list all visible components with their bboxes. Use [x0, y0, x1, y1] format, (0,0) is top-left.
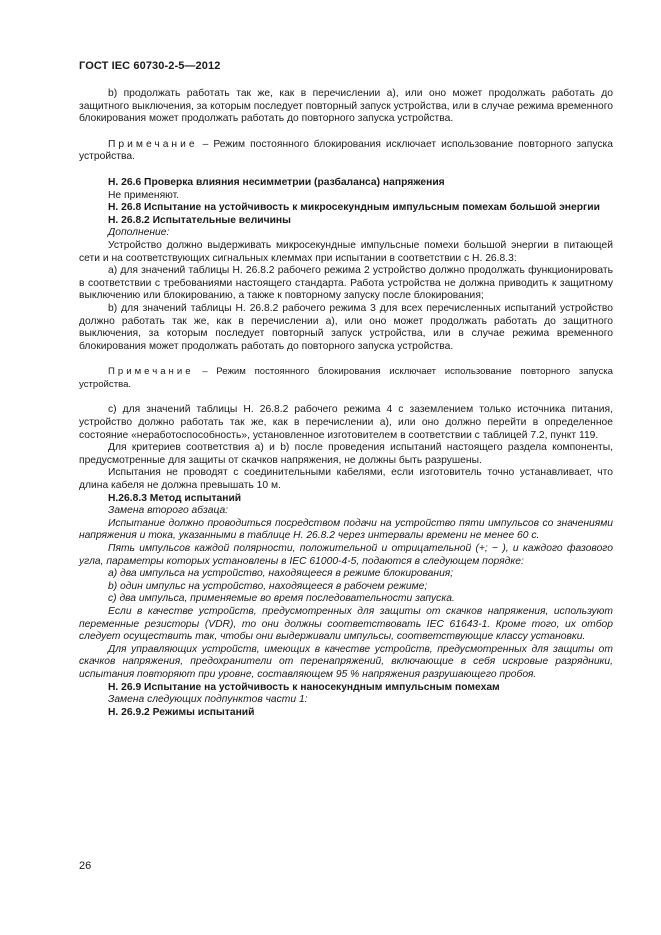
note-2-text: – Режим постоянного блокирования исключает использование повторного запуска устройства. — [79, 366, 613, 390]
heading-h26-6: Н. 26.6 Проверка влияния несимметрии (разбаланса) напряжения — [108, 176, 445, 188]
paragraph-five-pulses: Пять импульсов каждой полярности, положительной и отрицательной (+; − ), и каждого фазового угла, параметры которых установлены в IEC 61000-4-5, подаются в следующем порядке: — [79, 543, 613, 567]
replace-subclauses: Замена следующих подпунктов части 1: — [108, 694, 308, 706]
addition-label: Дополнение: — [108, 227, 170, 239]
heading-h26-8: Н. 26.8 Испытание на устойчивость к микросекундным импульсным помехам большой энергии — [108, 202, 600, 214]
note-1-label: Примечание — [108, 138, 198, 150]
paragraph-test-five: Испытание должно проводиться посредством подачи на устройство пяти импульсов со значениями напряжения и тока, указанными в таблице Н. 26.8.2 через интервалы времени не менее 60 с. — [79, 517, 613, 542]
heading-h26-9-2: Н. 26.9.2 Режимы испытаний — [108, 706, 255, 718]
heading-h26-9: Н. 26.9 Испытание на устойчивость к наносекундным импульсным помехам — [108, 681, 500, 693]
paragraph-if-devices: Если в качестве устройств, предусмотренных для защиты от скачков напряжения, используют переменные резисторы (VDR), то они должны соответствовать IEC 61643-1. Кроме того, их отбор следует осуществить так, чтобы они выдерживали импульсы, соответствующие классу установки. — [79, 605, 613, 643]
list-item-a: a) два импульса на устройство, находящееся в режиме блокирования; — [108, 568, 454, 580]
note-2-label: Примечание — [108, 366, 194, 378]
paragraph-b: b) для значений таблицы Н. 26.8.2 рабочего режима 3 для всех перечисленных испытаний устройство должно работать так же, как в перечислении а), или оно может продолжать работать до защитного выключения, за которым последует повторный запуск устройства, или в случае режима временного блокирования может продолжать работать до повторного запуска устройства. — [79, 302, 613, 352]
paragraph-a: a) для значений таблицы Н. 26.8.2 рабочего режима 2 устройство должно продолжать функционировать в соответствии с требованиями настоящего стандарта. Работа устройства не должна приводить к защитному выключению или блокированию, а также к повторному запуску после блокирования; — [79, 265, 613, 302]
paragraph-for-control: Для управляющих устройств, имеющих в качестве устройств, предусмотренных для защиты от скачков напряжения, предохранители от перенапряжений, включающие в себя искровые разрядники, испытания повторяют при уровне, составляющем 95 % напряжения разрушающего пробоя. — [79, 643, 613, 680]
page-number: 26 — [79, 860, 92, 872]
note-1 — [79, 139, 613, 164]
note-1-text: – Режим постоянного блокирования исключает использование повторного запуска устройства. — [79, 138, 613, 163]
list-item-c: c) два импульса, применяемые во время последовательности запуска. — [108, 593, 455, 605]
paragraph-tests-cables: Испытания не проводят с соединительными кабелями, если изготовитель точно устанавливает, что длина кабеля не должна превышать 10 м. — [79, 467, 613, 492]
document-header: ГОСТ IEC 60730-2-5—2012 — [79, 60, 221, 72]
heading-h26-8-2: Н. 26.8.2 Испытательные величины — [108, 214, 291, 226]
paragraph-device: Устройство должно выдерживать микросекундные импульсные помехи большой энергии в питающей сети и на соответствующих сигнальных клеммах при испытании в соответствии с Н. 26.8.3: — [79, 239, 613, 264]
not-applicable-text: Не применяют. — [108, 189, 180, 201]
paragraph-c: c) для значений таблицы Н. 26.8.2 рабочего режима 4 с заземлением только источника питания, устройство должно работать так же, как в перечислении а), или оно должно перейти в определенное состояние «неработоспособность», установленное изготовителем в соответствии с таблицей 7.2, пункт 119. — [79, 404, 613, 441]
note-2 — [79, 366, 613, 391]
list-item-b: b) один импульс на устройство, находящееся в рабочем режиме; — [108, 580, 428, 592]
document-body — [79, 88, 613, 719]
paragraph-criteria: Для критериев соответствия а) и b) после проведения испытаний настоящего раздела компоненты, предусмотренные для защиты от скачков напряжения, не должны быть разрушены. — [79, 442, 613, 466]
paragraph-b-continued: b) продолжать работать так же, как в перечислении а), или оно может продолжать работать до защитного выключения, за которым последует повторный запуск устройства, или в случае режима временного блокирования может продолжать работать до повторного запуска устройства. — [79, 88, 613, 125]
replace-second-paragraph: Замена второго абзаца: — [108, 505, 229, 517]
heading-h26-8-3: Н.26.8.3 Метод испытаний — [108, 492, 242, 504]
